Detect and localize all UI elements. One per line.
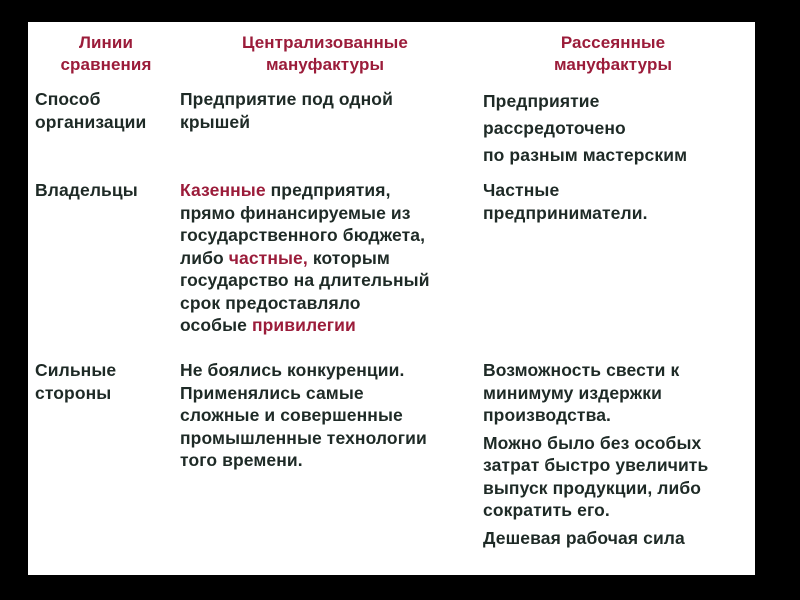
text-line: Применялись самые [180,382,364,403]
centralized-organization [180,88,480,133]
header-line: сравнения [60,55,152,74]
text-fragment: предприятия, [265,180,391,200]
text-line: прямо финансируемые из [180,202,411,223]
header-comparison-lines [46,32,166,76]
text-line: выпуск продукции, либо [483,477,702,498]
label-line: организации [35,111,147,132]
text-line: по разным мастерским [483,145,688,165]
header-line: мануфактуры [553,55,673,74]
dispersed-organization [483,88,748,169]
text-line: государство на длительный [180,270,430,290]
dispersed-owners [483,179,748,224]
text-line [180,247,480,270]
label-line: Сильные [35,360,117,380]
highlight-private: частные, [228,247,308,268]
comparison-slide [28,22,755,575]
text-line [180,314,480,337]
header-centralized-manufactories [180,32,470,76]
text-line: Предприятие [483,91,600,111]
row-label-organization [35,88,175,133]
text-line: крышей [180,111,251,132]
text-line: Можно было без особых [483,432,702,453]
text-line: сложные и совершенные [180,405,403,425]
row-label-strengths [35,359,175,404]
text-line: государственного бюджета, [180,225,426,245]
centralized-strengths [180,359,480,472]
text-line: промышленные технологии [180,427,427,448]
text-fragment: особые [180,315,252,335]
strength-cost-reduction [483,359,753,427]
text-line [180,179,480,202]
text-line: сократить его. [483,500,610,520]
label-line: Владельцы [35,180,138,200]
header-line: Централизованные [242,33,408,52]
header-line: мануфактуры [265,55,385,74]
text-line: Возможность свести к [483,360,680,380]
row-label-owners [35,179,175,202]
text-line: минимуму издержки [483,382,662,403]
text-fragment: либо [180,247,229,268]
text-line: Частные [483,180,560,200]
text-line: производства. [483,405,611,425]
text-line: затрат быстро увеличить [483,455,709,475]
highlight-state-owned: Казенные [180,180,266,200]
text-line: Не боялись конкуренции. [180,360,405,380]
centralized-owners [180,179,480,337]
text-line: Предприятие под одной [180,89,393,109]
header-dispersed-manufactories [478,32,748,76]
header-line: Рассеянные [560,33,666,52]
text-line: того времени. [180,450,303,470]
text-line: предприниматели. [483,202,648,223]
strength-flexible-output [483,432,753,522]
strength-cheap-labor [483,527,753,550]
header-line: Линии [78,33,134,52]
text-line: рассредоточено [483,118,626,138]
text-line: срок предоставляло [180,292,361,313]
text-fragment: которым [307,247,390,268]
highlight-privileges: привилегии [251,315,356,335]
dispersed-strengths [483,359,753,549]
label-line: Способ [35,89,101,109]
text-line: Дешевая рабочая сила [483,527,685,548]
label-line: стороны [35,382,112,403]
